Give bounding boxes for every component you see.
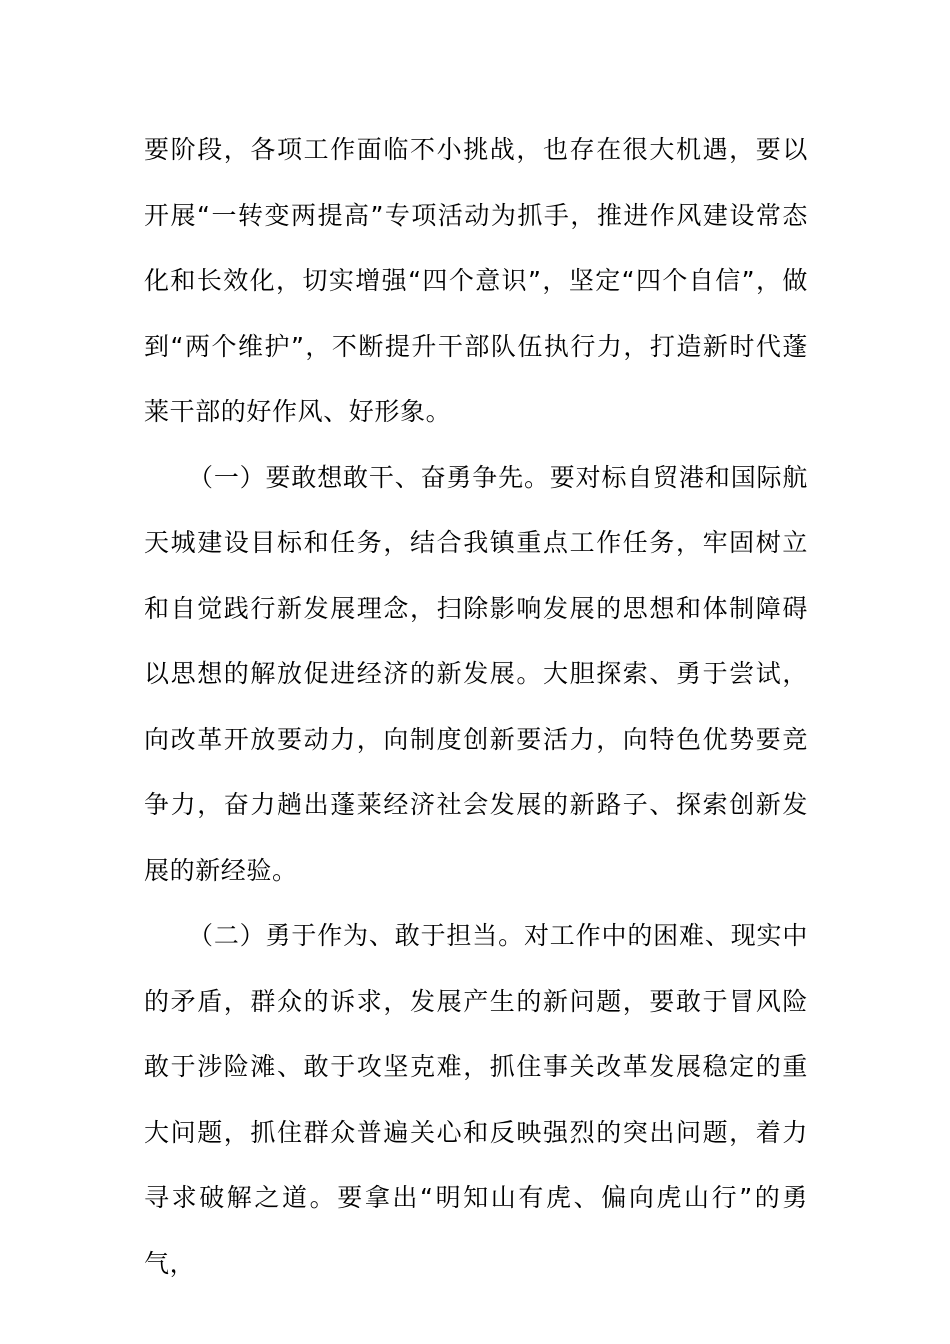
paragraph-section-two: （二）勇于作为、敢于担当。对工作中的困难、现实中的矛盾，群众的诉求，发展产生的新问题，要敢于冒风险敢于涉险滩、敢于攻坚克难，抓住事关改革发展稳定的重大问题，抓住群众普遍关心和反映强烈的突出问题，着力寻求破解之道。要拿出“明知山有虎、偏向虎山行”的勇气， [144, 921, 808, 1278]
document-body [144, 117, 808, 1296]
paragraph-section-one: （一）要敢想敢干、奋勇争先。要对标自贸港和国际航天城建设目标和任务，结合我镇重点工作任务，牢固树立和自觉践行新发展理念，扫除影响发展的思想和体制障碍以思想的解放促进经济的新发展。大胆探索、勇于尝试，向改革开放要动力，向制度创新要活力，向特色优势要竞争力，奋力趟出蓬莱经济社会发展的新路子、探索创新发展的新经验。 [144, 462, 808, 885]
paragraph-continuation: 要阶段，各项工作面临不小挑战，也存在很大机遇，要以开展“一转变两提高”专项活动为抓手，推进作风建设常态化和长效化，切实增强“四个意识”，坚定“四个自信”，做到“两个维护”，不断提升干部队伍执行力，打造新时代蓬莱干部的好作风、好形象。 [144, 135, 808, 426]
